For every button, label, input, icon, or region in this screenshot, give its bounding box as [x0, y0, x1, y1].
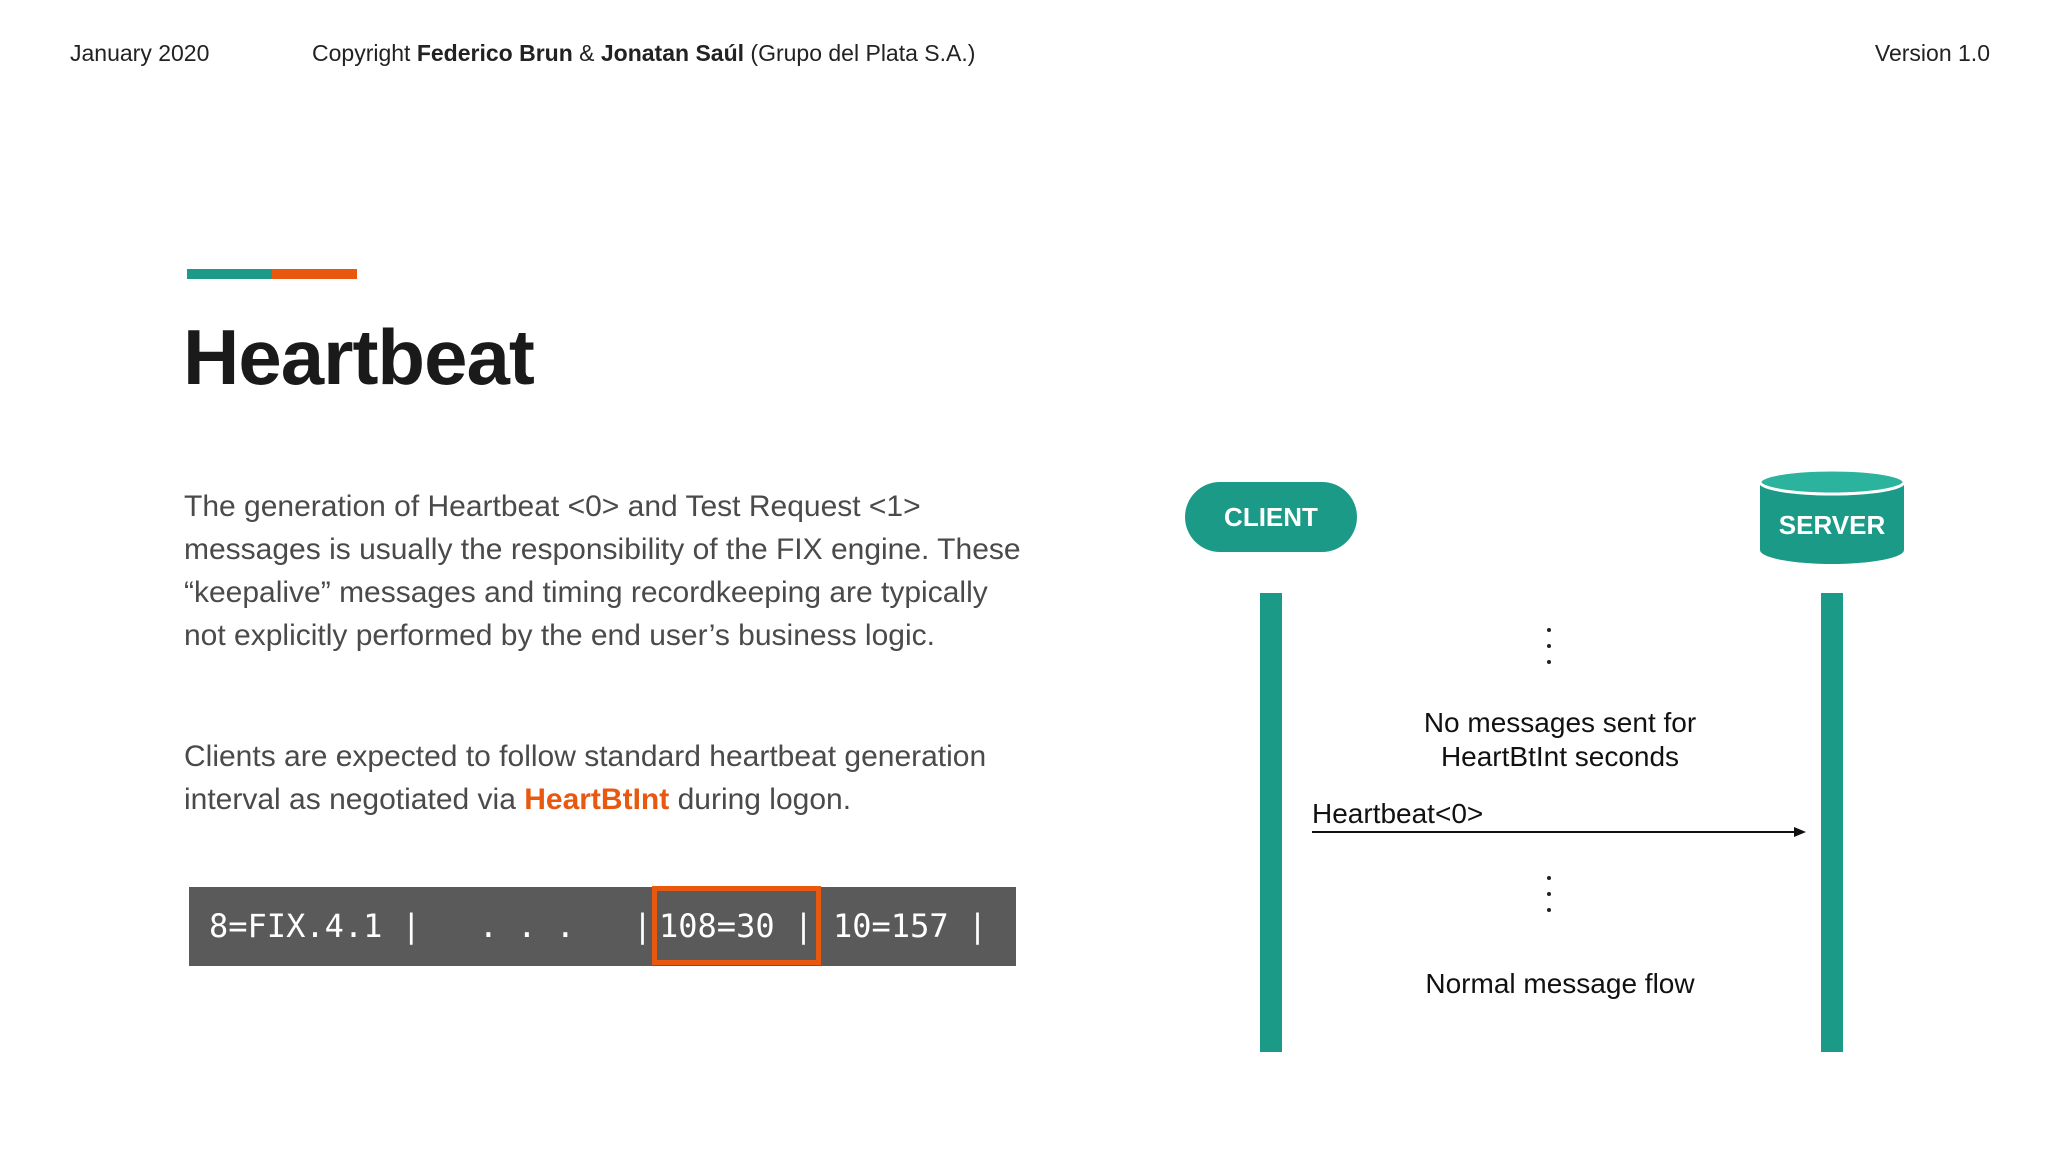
heartbtint-highlight-box	[652, 886, 821, 965]
header-copyright	[312, 40, 975, 67]
paragraph-1: The generation of Heartbeat <0> and Test Request <1> messages is usually the responsibility of the FIX engine. These “keepalive” messages and timing recordkeeping are typically not explicitly performed by the end user’s business logic.	[184, 490, 1021, 652]
accent-orange	[272, 269, 357, 279]
heartbtint-highlight: HeartBtInt	[524, 783, 670, 816]
heartbeat-message-label: Heartbeat<0>	[1312, 798, 1484, 829]
paragraph-2-text-end: during logon.	[677, 783, 852, 816]
paragraph-2-text: Clients are expected to follow standard heartbeat generation interval as negotiated via	[184, 740, 987, 816]
no-messages-note	[1410, 706, 1710, 774]
paragraph-2	[184, 735, 1034, 821]
normal-flow-note: Normal message flow	[1425, 968, 1695, 999]
ellipsis-dots-bottom	[1544, 876, 1554, 924]
author-2: Jonatan Saúl	[600, 40, 745, 66]
fix-segment-begin: 8=FIX.4.1 | . . . |	[209, 907, 653, 945]
company-name: (Grupo del Plata S.A.)	[750, 40, 976, 66]
title-accent-bar	[187, 269, 357, 279]
fix-segment-heartbtint: 108=30 |	[659, 907, 814, 945]
accent-teal	[187, 269, 272, 279]
server-lifeline	[1821, 593, 1843, 1052]
header-version: Version 1.0	[1874, 40, 1990, 66]
server-label: SERVER	[1778, 510, 1886, 540]
client-lifeline	[1260, 593, 1282, 1052]
slide-title: Heartbeat	[183, 313, 534, 401]
fix-message-bar	[189, 887, 1016, 966]
sequence-diagram	[1160, 460, 1960, 1080]
fix-segment-checksum: 10=157 |	[833, 907, 988, 945]
header-date: January 2020	[70, 40, 210, 66]
heartbeat-arrow	[1310, 822, 1810, 842]
client-node: CLIENT	[1185, 482, 1357, 552]
copyright-prefix: Copyright	[312, 40, 411, 66]
ellipsis-dots-top	[1544, 628, 1554, 676]
author-separator: &	[579, 40, 595, 66]
no-messages-line-1: No messages sent for	[1423, 707, 1697, 738]
no-messages-line-2: HeartBtInt seconds	[1440, 741, 1680, 772]
server-node	[1758, 468, 1906, 566]
author-1: Federico Brun	[416, 40, 573, 66]
